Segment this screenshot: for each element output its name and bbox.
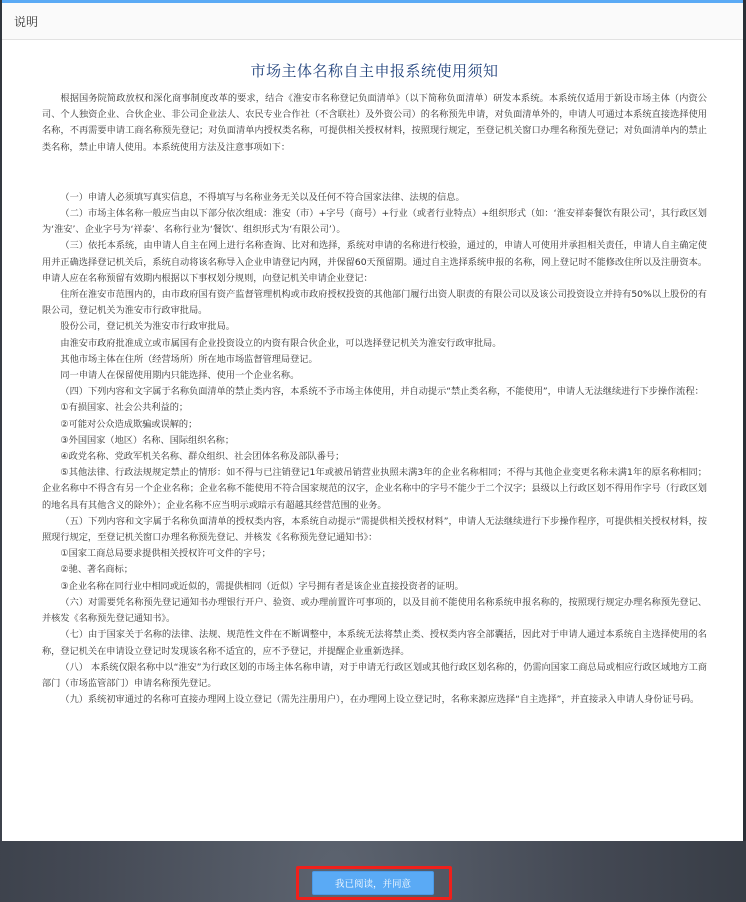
dialog-footer bbox=[0, 841, 746, 902]
rule-2: （二）市场主体名称一般应当由以下部分依次组成：淮安（市）+字号（商号）+行业（或者行业特点）+组织形式（如：‘淮安祥泰餐饮有限公司’，其行政区划为‘淮安’、企业字号为‘祥泰’、名称行业为‘餐饮’、组织形式为‘有限公司’）。 bbox=[42, 208, 707, 236]
rule-4-item-1: ①有损国家、社会公共利益的； bbox=[60, 402, 189, 414]
document-title: 市场主体名称自主申报系统使用须知 bbox=[250, 62, 499, 80]
agree-button[interactable]: 我已阅读，并同意 bbox=[312, 871, 434, 895]
notice-dialog bbox=[2, 0, 743, 841]
rule-4-item-5: ⑤其他法律、行政法规规定禁止的情形：如不得与已注销登记1年或被吊销营业执照未满3年的企业名称相同；不得与其他企业变更名称未满1年的原名称相同； 企业名称中不得含有另一个企业名称；企业名称不能使用不符合国家规范的汉字，企业名称中的字号不能少于二个汉字；县级以上行政区划不得用作字号（行政区划的地名具有其他含义的除外）；企业名称不应当明示或暗示有超越其经营范围的业务。 bbox=[42, 467, 707, 511]
rule-5: （五）下列内容和文字属于名称负面清单的授权类内容，本系统自动提示“需提供相关授权材料”，申请人无法继续进行下步操作程序，可提供相关授权材料，按照现行规定，至登记机关窗口办理名称预先登记、并核发《名称预先登记通知书》： bbox=[42, 515, 707, 544]
spacer bbox=[42, 156, 707, 190]
rule-4-item-2: ②可能对公众造成欺骗或误解的； bbox=[60, 418, 198, 430]
dialog-title: 说明 bbox=[14, 14, 39, 29]
intro-paragraph: 根据国务院简政放权和深化商事制度改革的要求，结合《淮安市名称登记负面清单》（以下简称负面清单）研发本系统。本系统仅适用于新设市场主体（内资公司、个人独资企业、合伙企业、非公司企业法人、农民专业合作社（不含联社）及外资公司）的名称预先申请，对负面清单外的，申请人可通过本系统直接选择使用名称，不再需要申请工商名称预先登记；对负面清单内授权类名称，可提供相关授权材料，按照现行规定，至登记机关窗口办理名称预先登记；对负面清单内的禁止类名称，禁止申请人使用。本系统使用方法及注意事项如下： bbox=[42, 93, 707, 153]
rule-3-sub-3: 由淮安市政府批准成立或市属国有企业投资设立的内资有限合伙企业，可以选择登记机关为淮安行政审批局。 bbox=[60, 337, 502, 349]
rule-3-sub-5: 同一申请人在保留使用期内只能选择、使用一个企业名称。 bbox=[60, 370, 300, 382]
rule-8: （八） 本系统仅限名称中以“淮安”为行政区划的市场主体名称申请，对于申请无行政区划或其他行政区划名称的，仍需向国家工商总局或相应行政区域地方工商部门（市场监管部门）申请名称预先登记。 bbox=[42, 661, 707, 689]
rule-3-sub-4: 其他市场主体在住所（经营场所）所在地市场监督管理局登记。 bbox=[60, 353, 318, 365]
rule-9: （九）系统初审通过的名称可直接办理网上设立登记（需先注册用户），在办理网上设立登记时，名称来源应选择“自主选择”，并直接录入申请人身份证号码。 bbox=[60, 694, 700, 706]
rule-3-sub-1: 住所在淮安市范围内的，由市政府国有资产监督管理机构或市政府授权投资的其他部门履行出资人职责的有限公司以及该公司投资设立并持有50%以上股份的有限公司，登记机关为淮安市行政审批局。 bbox=[42, 289, 707, 317]
rule-3: （三）依托本系统，由申请人自主在网上进行名称查询、比对和选择，系统对申请的名称进行校验，通过的，申请人可使用并承担相关责任，申请人自主确定使用并正确选择登记机关后，系统自动将该名称导入企业申请登记内网，并保留60天预留期。通过自主选择系统申报的名称，网上登记时不能修改住所以及注册资本。申请人应在名称预留有效期内根据以下事权划分规则，向登记机关申请企业登记： bbox=[42, 240, 707, 284]
dialog-header bbox=[2, 3, 743, 40]
dialog-body bbox=[2, 40, 743, 708]
rule-7: （七）由于国家关于名称的法律、法规、规范性文件在不断调整中，本系统无法将禁止类、授权类内容全部囊括，因此对于申请人通过本系统自主选择使用的名称，登记机关在申请设立登记时发现该名称不适宜的，应不予登记，并提醒企业重新选择。 bbox=[42, 629, 707, 657]
rule-4-item-4: ④政党名称、党政军机关名称、群众组织、社会团体名称及部队番号； bbox=[60, 451, 345, 463]
rule-1: （一）申请人必须填写真实信息，不得填写与名称业务无关以及任何不符合国家法律、法规的信息。 bbox=[60, 191, 465, 203]
rule-5-item-2: ②驰、著名商标； bbox=[60, 564, 133, 576]
rule-5-item-1: ①国家工商总局要求提供相关授权许可文件的字号； bbox=[60, 548, 271, 560]
rule-6: （六）对需要凭名称预先登记通知书办理银行开户、验资、或办理前置许可事项的，以及目前不能使用名称系统申报名称的，按照现行规定办理名称预先登记、并核发《名称预先登记通知书》。 bbox=[42, 596, 707, 625]
rule-4: （四）下列内容和文字属于名称负面清单的禁止类内容，本系统不予市场主体使用，并自动提示“禁止类名称，不能使用”，申请人无法继续进行下步操作流程： bbox=[60, 386, 704, 398]
rule-4-item-3: ③外国国家（地区）名称、国际组织名称； bbox=[60, 434, 235, 446]
rule-5-item-3: ③企业名称在同行业中相同或近似的，需提供相同（近似）字号拥有者是该企业直接投资者的证明。 bbox=[60, 580, 464, 592]
rule-3-sub-2: 股份公司，登记机关为淮安市行政审批局。 bbox=[60, 321, 235, 333]
